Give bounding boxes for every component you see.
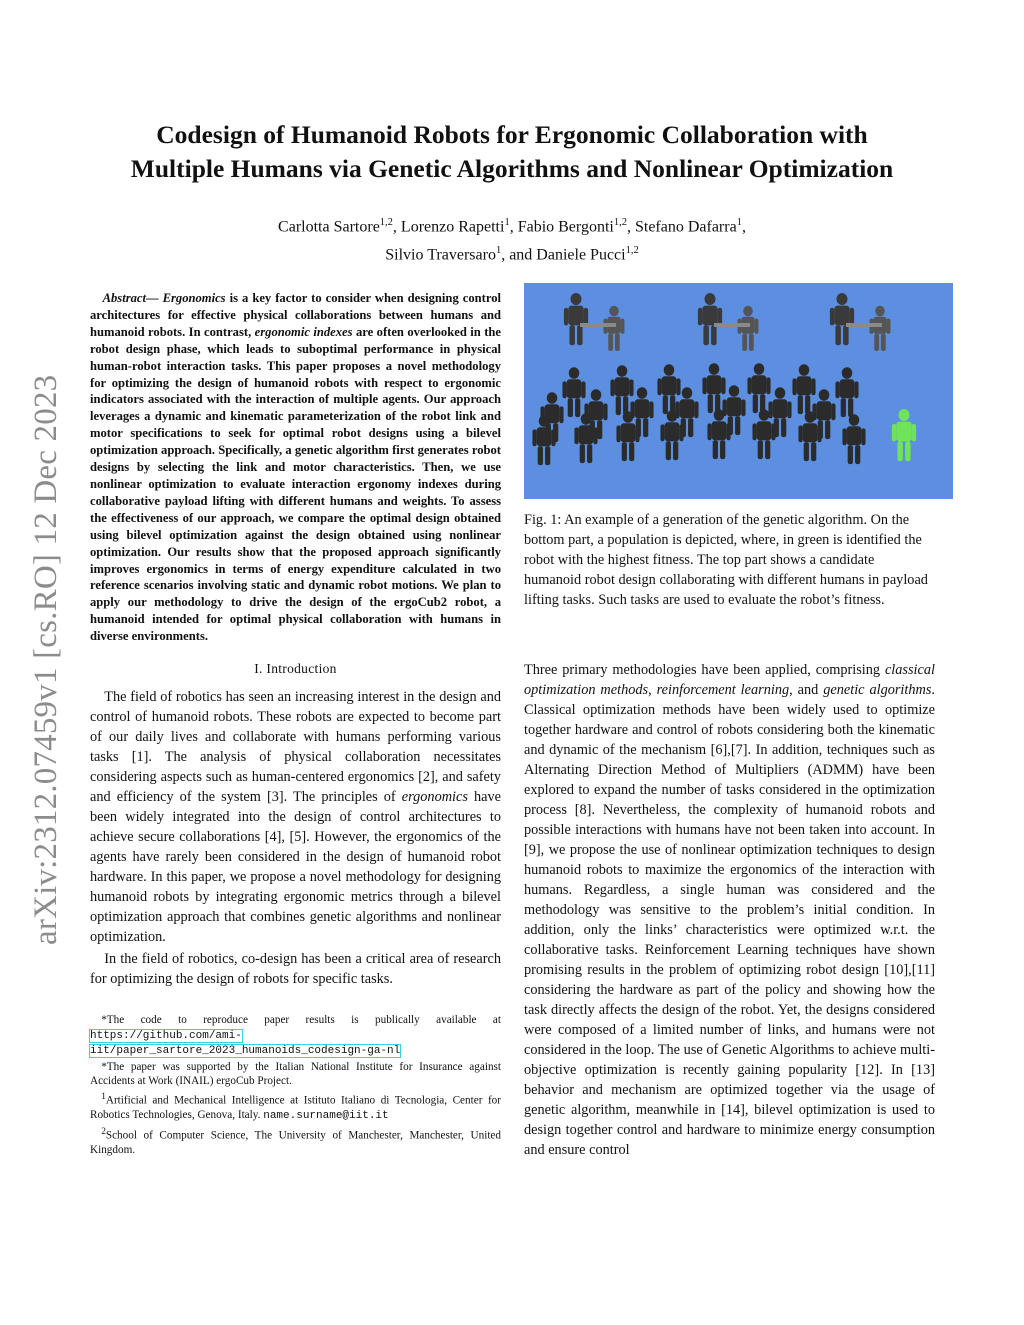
title-line-1: Codesign of Humanoid Robots for Ergonomic Collaboration with <box>156 120 868 149</box>
author-name: Stefano Dafarra <box>634 218 737 236</box>
author-name: Fabio Bergonti <box>517 218 614 236</box>
robot-figure <box>660 410 683 460</box>
robot-figure <box>562 367 585 417</box>
author-affiliation-mark: 1 <box>504 217 510 228</box>
arxiv-identifier: arXiv:2312.07459v1 [cs.RO] 12 Dec 2023 <box>28 374 64 945</box>
robot-figure <box>698 293 722 345</box>
author-affiliation-mark: 1 <box>495 245 502 257</box>
section-heading-introduction: I. Introduction <box>254 661 337 677</box>
left-column <box>90 290 501 1159</box>
abstract-label: Abstract <box>102 291 146 305</box>
related-work-text <box>524 660 935 1160</box>
footnotes <box>90 1013 501 1158</box>
robot-figure <box>707 409 730 459</box>
collaboration-scene <box>564 293 625 351</box>
paper-title <box>80 118 944 186</box>
robot-figure <box>747 363 770 413</box>
intro-paragraph-2: In the field of robotics, co-design has been a critical area of research for optimizing the design of robots for specific tasks. <box>90 951 501 988</box>
author-name: Silvio Traversaro <box>385 246 496 264</box>
footnote-code: *The code to reproduce paper results is publically available at https://github.com/ami-iit/paper_sartore_2023_humanoids_codesign-ga-nl <box>90 1014 501 1058</box>
right-column <box>524 283 935 1160</box>
email-address: name.surname@iit.it <box>263 1110 389 1123</box>
author-affiliation-mark: 1,2 <box>625 245 639 257</box>
figure-robot-population <box>524 283 953 499</box>
robot-figure <box>564 293 588 345</box>
robot-figure <box>892 409 916 461</box>
author-affiliation-mark: 1,2 <box>379 217 393 228</box>
footnote-affiliation-2: $^2$School of Computer Science, The University of Manchester, Manchester, United Kingdom. <box>90 1126 501 1157</box>
robot-population-illustration <box>524 283 953 499</box>
footnote-funding: *The paper was supported by the Italian National Institute for Insurance against Accidents at Work (INAIL) ergoCub Project. <box>90 1060 501 1088</box>
robot-figure <box>830 293 854 345</box>
robot-figure <box>738 306 759 351</box>
collaboration-scene <box>698 293 759 351</box>
robot-figure <box>835 367 858 417</box>
author-name: Lorenzo Rapetti <box>400 218 505 236</box>
author-name: Daniele Pucci <box>536 246 626 264</box>
title-line-2: Multiple Humans via Genetic Algorithms and Nonlinear Optimization <box>130 154 894 183</box>
author-name: Carlotta Sartore <box>278 218 380 236</box>
author-affiliation-mark: 1,2 <box>613 217 627 228</box>
abstract-emphasis: ergonomic indexes <box>254 324 353 339</box>
author-list: Carlotta Sartore$^{1,2}$, Lorenzo Rapetti$^1$, Fabio Bergonti$^{1,2}$, Stefano Dafarra$^1$, Silvio Traversaro$^1$, and Daniele Pucci$^{1,2}$ <box>278 217 746 264</box>
footnote-affiliation-1: $^1$Artificial and Mechanical Intelligence at Istituto Italiano di Tecnologia, Center for Robotics Technologies, Genova, Italy. name.surname@iit.it <box>90 1092 501 1123</box>
robot-figure <box>702 363 725 413</box>
robot-figure <box>842 414 865 464</box>
robot-figure <box>792 364 815 414</box>
abstract: Abstract— Ergonomics is a key factor to consider when designing control architectures for effective physical collaborations between humans and humanoid robots. In contrast, ergonomic indexes are often overlooked in the robot design phase, which leads to suboptimal performance in physical human-robot interaction tasks. This paper proposes a novel methodology for optimizing the design of humanoid robots with respect to ergonomic indicators associated with the interaction of multiple agents. Our approach leverages a dynamic and kinematic parameterization of the robot link and motor specifications to seek for optimal robot designs using a bilevel optimization approach. Specifically, a genetic algorithm first generates robot designs by selecting the link and motor characteristics. Then, we use nonlinear optimization to evaluate interaction ergonomy indexes during collaborative payload lifting with different humans and weights. To assess the effectiveness of our approach, we compare the optimal design obtained using bilevel optimization against the design obtained using nonlinear optimization. Our results show that the proposed approach significantly improves ergonomics in terms of energy expenditure calculated in two reference scenarios involving static and dynamic robot motions. We plan to apply our methodology to drive the design of the ergoCub2 robot, a humanoid intended for optimal physical collaboration with humans in diverse environments. <box>90 291 501 644</box>
robot-figure <box>604 306 625 351</box>
code-repository-link[interactable]: https://github.com/ami-iit/paper_sartore_2023_humanoids_codesign-ga-nl <box>90 1029 401 1058</box>
abstract-emphasis: Ergonomics <box>162 291 226 305</box>
author-affiliation-mark: 1 <box>736 217 742 228</box>
intro-paragraph-1: The field of robotics has seen an increasing interest in the design and control of humanoid robots. These robots are expected to become part of our daily lives and collaborate with humans performing various tasks [1]. The analysis of physical collaboration necessitates considering aspects such as human-centered ergonomics [2], and safety and efficiency of the system [3]. The principles of ergonomics have been widely integrated into the design of control architectures to achieve secure collaborations [4], [5]. However, the ergonomics of the agents have rarely been considered in the design of humanoid robot hardware. In this paper, we propose a novel methodology for designing humanoid robots by integrating ergonomic metrics through a bilevel optimization approach that combines genetic algorithms and nonlinear optimization. <box>90 689 501 946</box>
robot-figure <box>870 306 891 351</box>
robot-figure <box>610 365 633 415</box>
collaboration-scene <box>830 293 891 351</box>
figure-caption: Fig. 1: An example of a generation of the genetic algorithm. On the bottom part, a population is depicted, where, in green is identified the robot with the highest fitness. The top part shows a candidate humanoid robot design collaborating with different humans in payload lifting tasks. Such tasks are used to evaluate the robot’s fitness. <box>524 512 928 608</box>
related-work-paragraph: Three primary methodologies have been applied, comprising classical optimization methods, reinforcement learning, and genetic algorithms. Classical optimization methods have been widely used to optimize together hardware and control of robots considering both the kinematic and dynamic of the mechanism [6],[7]. In addition, techniques such as Alternating Direction Method of Multipliers (ADMM) have been explored to expand the number of tasks considered in the optimization process [8]. Nevertheless, the complexity of humanoid robots and possible interactions with humans have not been taken into account. In [9], we propose the use of nonlinear optimization techniques to design humanoid robots to maximize the ergonomics of the interaction with humans. Regardless, a single human was considered and the methodology was sensitive to the problem’s initial condition. In addition, only the links’ characteristics were optimized w.r.t. the collaborative tasks. Reinforcement Learning techniques have shown promising results in the problem of optimizing robot design [10],[11] considering the hardware as part of the policy and showing how the task directly affects the design of the robot. Yet, the designs considered were composed of a limited number of links, and humans were not considered in the loop. The use of Genetic Algorithms to achieve multi-objective optimization is recently gaining popularity [12]. In [13] behavior and mechanism are optimized together via the usage of genetic algorithm, meanwhile in [14], bilevel optimization is used to design together control and hardware to minimize energy consumption and ensure control <box>524 662 935 1158</box>
robot-figure <box>616 411 639 461</box>
